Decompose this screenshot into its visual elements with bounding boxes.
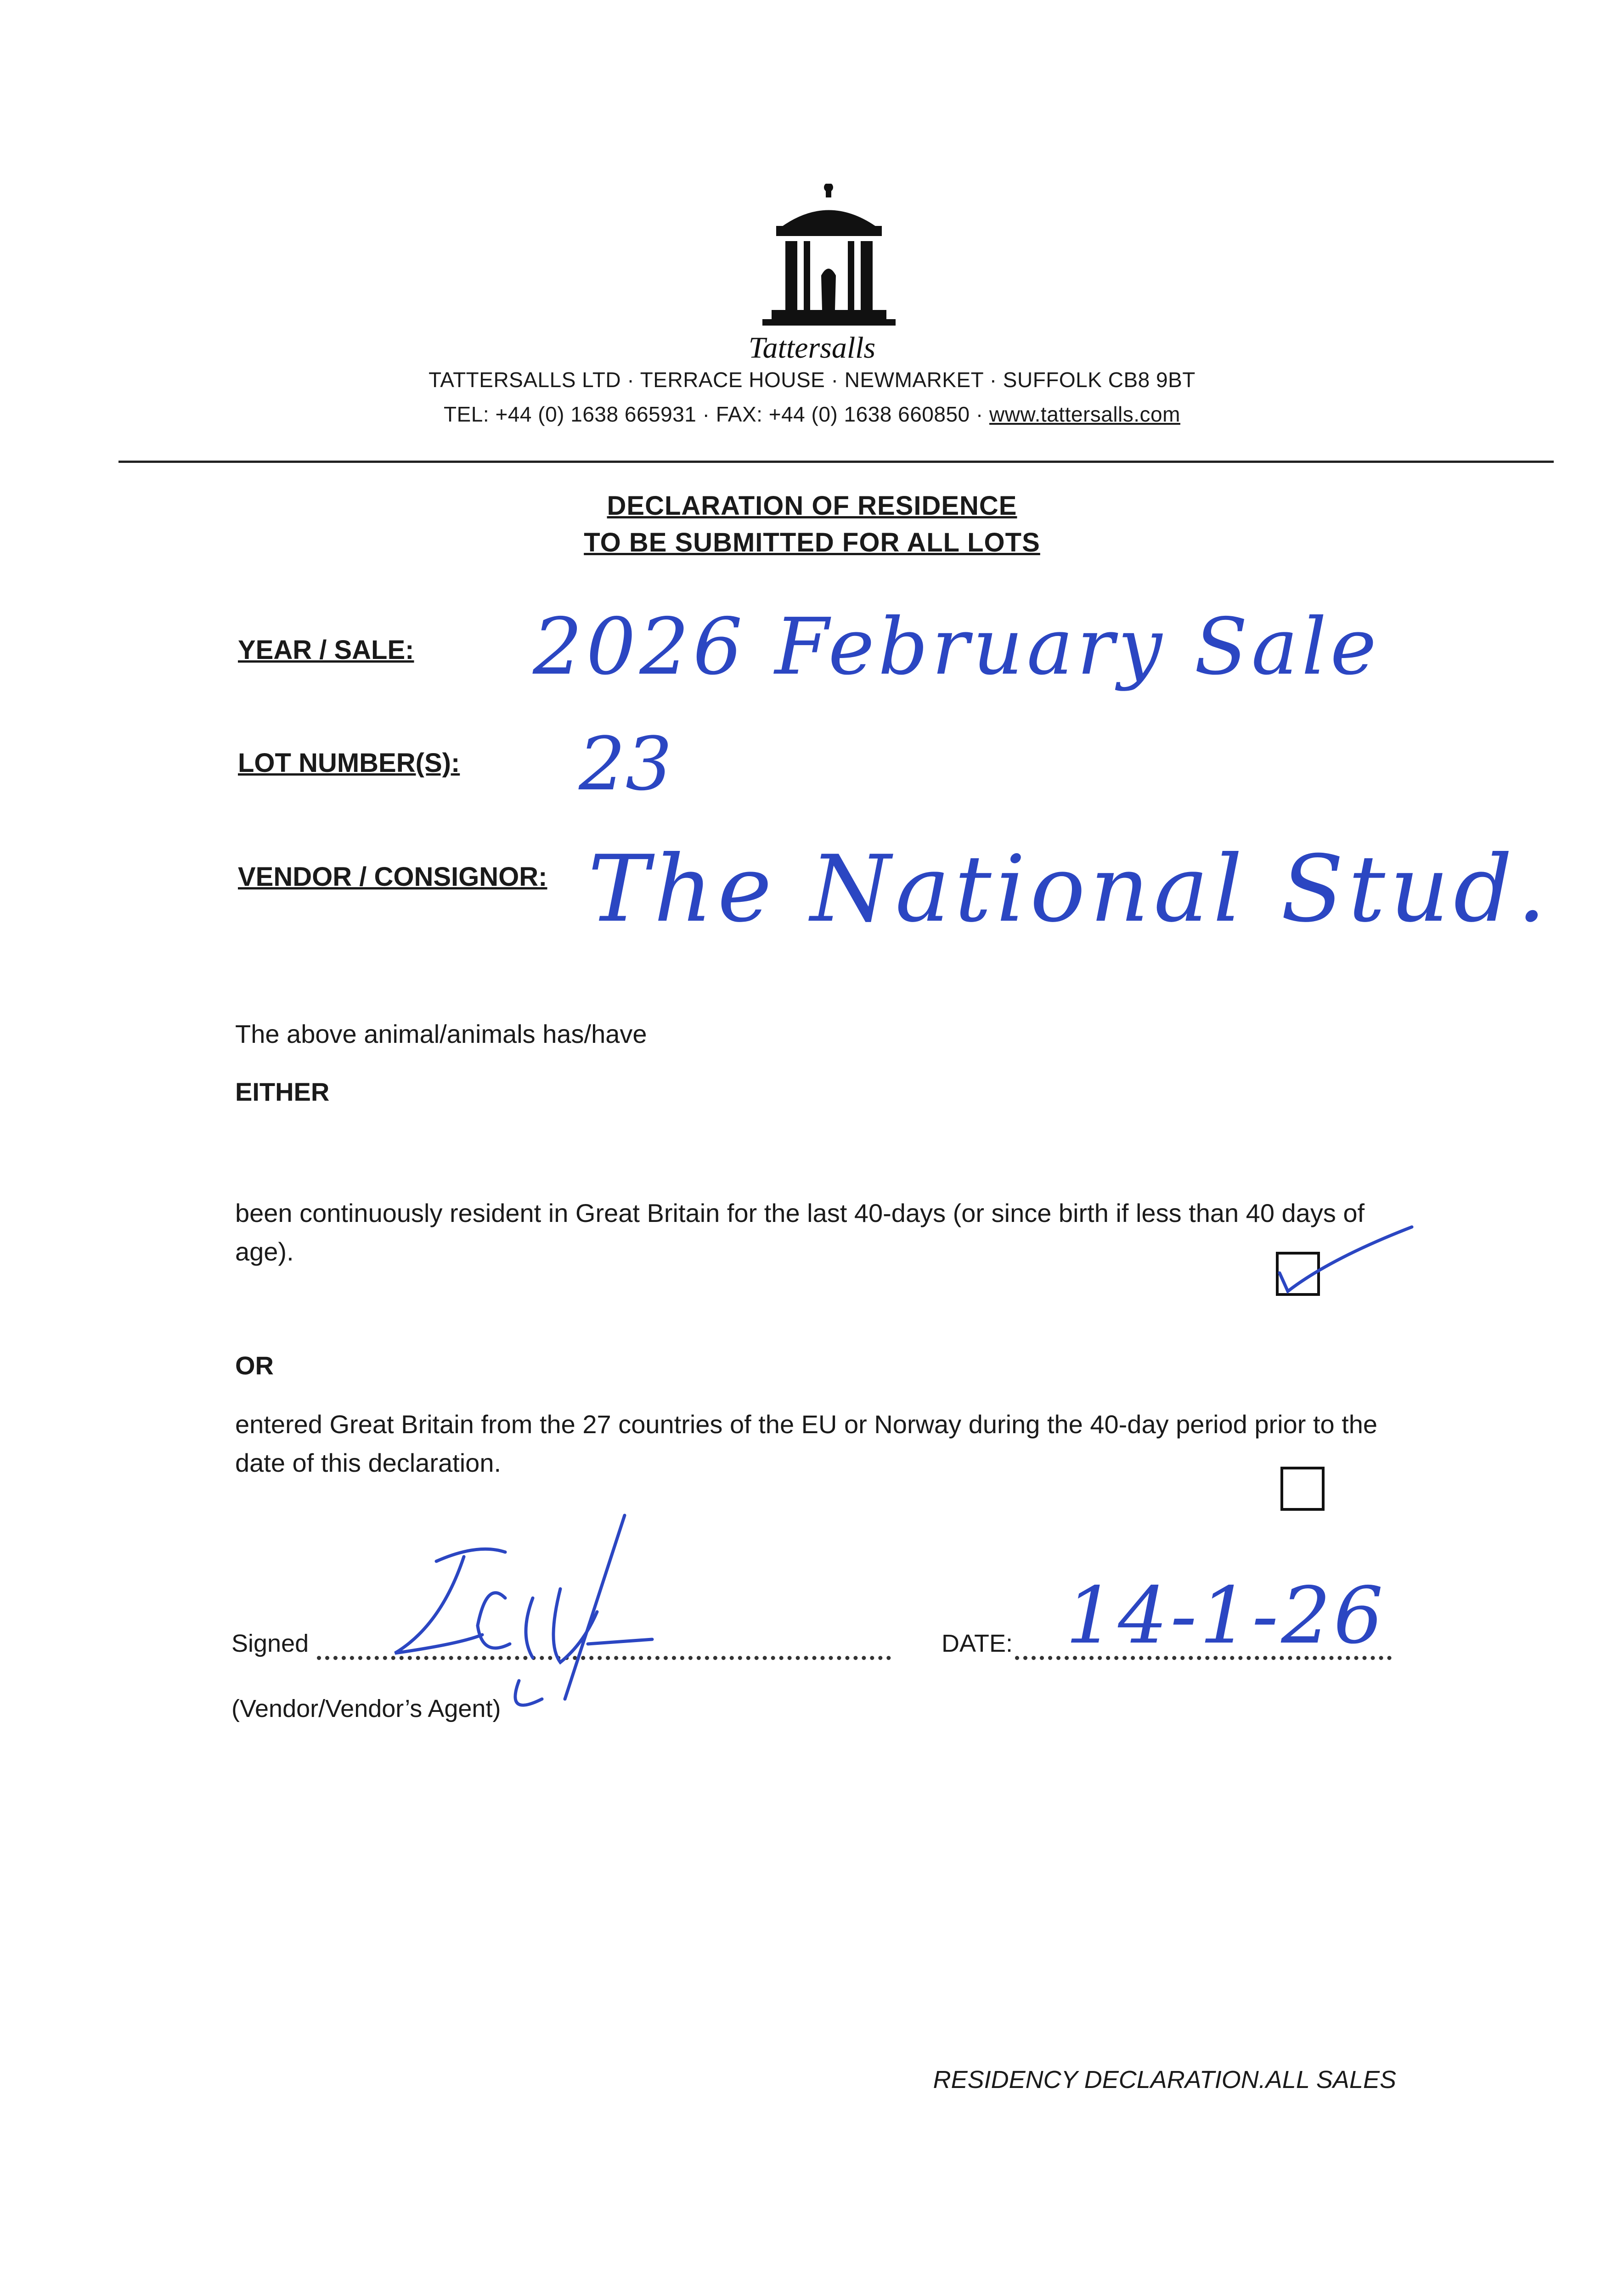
agent-label: (Vendor/Vendor’s Agent)	[231, 1695, 501, 1722]
lot-number-label: LOT NUMBER(S):	[238, 748, 460, 778]
signature-drawing	[367, 1506, 716, 1717]
website-link[interactable]: www.tattersalls.com	[989, 402, 1180, 426]
or-label: OR	[235, 1351, 274, 1380]
lot-number-value: 23	[579, 721, 672, 807]
form-title: DECLARATION OF RESIDENCE	[607, 491, 1017, 521]
signed-label: Signed	[231, 1630, 309, 1657]
year-sale-value: 2026 February Sale	[533, 602, 1380, 692]
option-2-text: entered Great Britain from the 27 countries of the EU or Norway during the 40-day period prior to the date of this declaration.	[235, 1410, 1378, 1477]
year-sale-label: YEAR / SALE:	[238, 635, 414, 665]
brand-name: Tattersalls	[748, 331, 876, 365]
header-divider	[118, 461, 1554, 463]
intro-text: The above animal/animals has/have	[235, 1019, 647, 1048]
building-logo-icon	[762, 184, 896, 335]
form-subtitle: TO BE SUBMITTED FOR ALL LOTS	[584, 528, 1040, 557]
option-2-checkbox[interactable]	[1280, 1467, 1325, 1511]
tattersalls-logo	[762, 184, 896, 335]
option-1-checkbox[interactable]	[1276, 1252, 1320, 1296]
checkmark-icon	[1274, 1222, 1421, 1300]
date-label: DATE:	[942, 1630, 1013, 1657]
date-value: 14-1-26	[1066, 1570, 1386, 1661]
vendor-label: VENDOR / CONSIGNOR:	[238, 862, 547, 892]
footer-reference: RESIDENCY DECLARATION.ALL SALES	[933, 2066, 1396, 2093]
contact-numbers: TEL: +44 (0) 1638 665931 · FAX: +44 (0) 1638 660850 ·	[444, 402, 990, 426]
contact-line	[0, 402, 1624, 427]
option-1-text: been continuously resident in Great Britain for the last 40-days (or since birth if less than 40 days of age).	[235, 1199, 1365, 1266]
vendor-value: The National Stud.	[588, 836, 1551, 943]
either-label: EITHER	[235, 1077, 330, 1106]
address-line: TATTERSALLS LTD · TERRACE HOUSE · NEWMARKET · SUFFOLK CB8 9BT	[429, 368, 1195, 392]
